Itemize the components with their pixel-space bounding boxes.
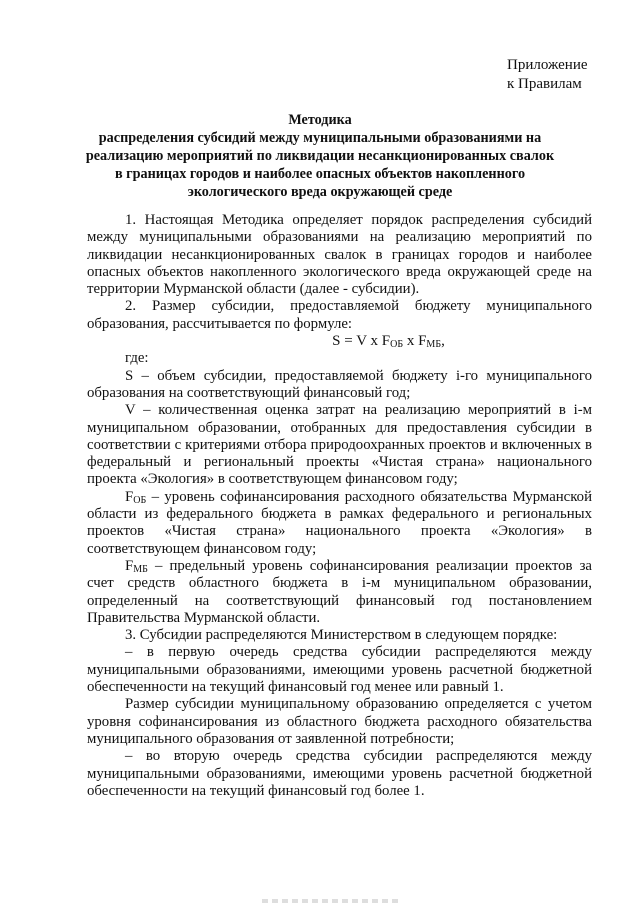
formula-sub-mb: МБ: [426, 339, 442, 351]
title-line-4: в границах городов и наиболее опасных объектов накопленного: [114, 166, 526, 182]
paragraph-1: 1. Настоящая Методика определяет порядок распределения субсидий между муниципальными образованиями на реализацию мероприятий по ликвидации несанкционированных свалок в границах городов и наиболее опасных объектов накопленного экологического вреда окружающей среде на территории Мурманской области (далее - субсидии).: [87, 212, 592, 298]
title-line-1: Методика: [288, 112, 352, 128]
appendix-line-1: Приложение: [507, 57, 588, 73]
f-ob-subscript: ОБ: [133, 494, 147, 506]
definition-f-ob: [87, 489, 592, 558]
definition-v: V – количественная оценка затрат на реализацию мероприятий в i-м муниципальном образовании, отобранных для предоставления субсидии в соответствии с критериями отбора природоохранных проектов и включенных в федеральный и региональный проекты «Чистая страна» национального проекта «Экология» в соответствующем финансовом году;: [87, 402, 592, 488]
document-title: [80, 111, 560, 201]
f-ob-symbol: F: [125, 488, 134, 505]
appendix-header: [507, 56, 588, 94]
title-line-2: распределения субсидий между муниципальными образованиями на: [98, 130, 542, 146]
appendix-line-2: к Правилам: [507, 76, 582, 92]
f-mb-symbol: F: [125, 557, 134, 574]
f-mb-subscript: МБ: [133, 563, 148, 575]
document-body: [87, 212, 592, 800]
formula-mid: x F: [403, 333, 427, 350]
formula-main: S = V x F: [332, 333, 391, 350]
paragraph-3a: – в первую очередь средства субсидии распределяются между муниципальными образованиями, имеющими уровень расчетной бюджетной обеспеченности на текущий финансовый год менее или равный 1.: [87, 644, 592, 696]
paragraph-3: 3. Субсидии распределяются Министерством в следующем порядке:: [125, 627, 558, 644]
definition-s: S – объем субсидии, предоставляемой бюджету i-го муниципального образования на соответствующий финансовый год;: [87, 367, 592, 401]
title-line-3: реализацию мероприятий по ликвидации несанкционированных свалок: [85, 148, 555, 164]
formula-end: ,: [441, 333, 445, 350]
f-mb-text: – предельный уровень софинансирования реализации проектов за счет средств областного бюджета в i-м муниципальном образовании, определенный на соответствующий финансовый год постановлением Правительства Мурманской области.: [87, 557, 592, 626]
f-ob-text: – уровень софинансирования расходного обязательства Мурманской области из федерального бюджета в рамках федерального и региональных проектов «Чистая страна» национального проекта «Экология» в соответствующем финансовом году;: [87, 488, 592, 557]
title-line-5: экологического вреда окружающей среде: [187, 184, 453, 200]
where-label: где:: [125, 350, 149, 367]
paragraph-3b: Размер субсидии муниципальному образованию определяется с учетом уровня софинансирования из областного бюджета расходного обязательства муниципального образования от заявленной потребности;: [87, 696, 592, 747]
scan-artifact: [262, 899, 402, 903]
paragraph-3c: – во вторую очередь средства субсидии распределяются между муниципальными образованиями, имеющими уровень расчетной бюджетной обеспеченности на текущий финансовый год более 1.: [87, 748, 592, 799]
paragraph-2: 2. Размер субсидии, предоставляемой бюджету муниципального образования, рассчитывается по формуле:: [87, 298, 592, 332]
definition-f-mb: [87, 558, 592, 627]
formula-sub-ob: ОБ: [390, 339, 404, 351]
formula: [87, 333, 592, 350]
